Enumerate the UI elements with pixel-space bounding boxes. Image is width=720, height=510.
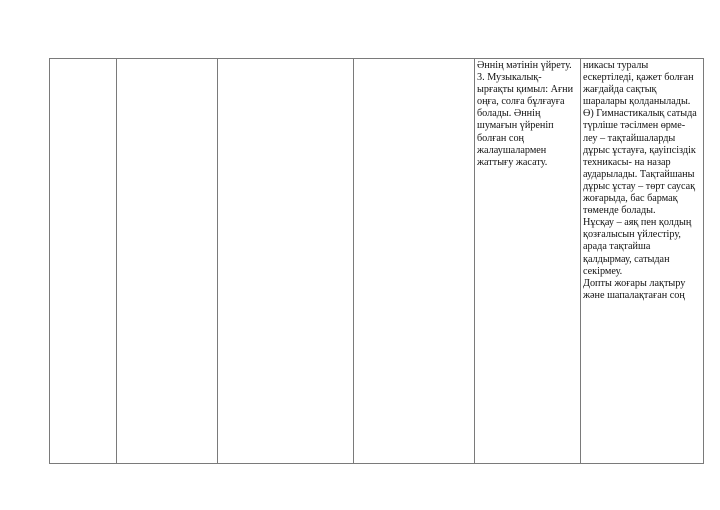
cell-1-text [50,59,116,60]
song-lesson-text: Әннің мәтінін үйрету. 3. Музыкалық-ырғақты қимыл: Ағни оңға, солға бұлғауға болады. Әннің шумағын үйреніп болған соң жалаушалармен жаттығу жасату. [477,60,574,168]
table-row [50,59,704,464]
table-cell-6 [581,59,704,464]
cell-3-text [218,59,353,60]
cell-2-text [117,59,217,60]
lesson-plan-table [49,58,704,464]
gymnastics-safety-text: никасы туралы ескертіледі, қажет болған жағдайда сақтық шаралары қолданылады. Ө) Гимнастикалық сатыда түрліше тәсілмен өрме- леу – тақтайшаларды дұрыс ұстауға, қауіпсіздік техникасы- на назар аударылады. Тақтайшаны дұрыс ұстау – төрт саусақ жоғарыда, бас бармақ төменде болады. Нұсқау – аяқ пен қолдың қозғалысын үйлестіру, арада тақтайша қалдырмау, сатыдан секірмеу. Допты жоғары лақтыру және шапалақтаған соң [583,60,697,301]
table-cell-1 [50,59,117,464]
table-cell-5 [475,59,581,464]
table-cell-2 [117,59,218,464]
table-cell-4 [354,59,475,464]
cell-4-text [354,59,474,60]
table-cell-3 [218,59,354,464]
